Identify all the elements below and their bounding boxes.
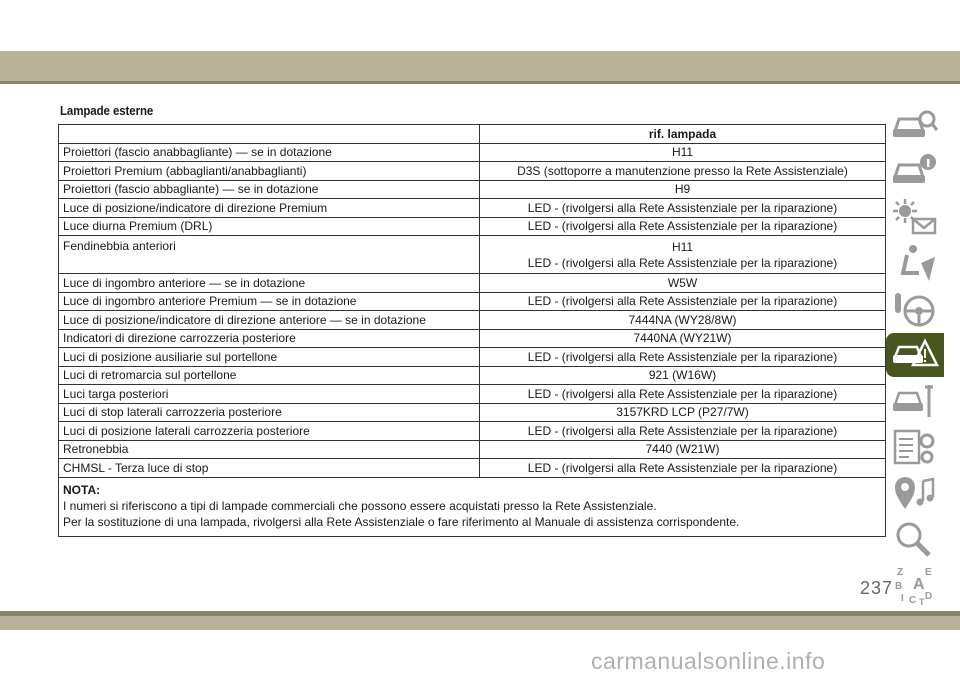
row-value: LED - (rivolgersi alla Rete Assistenziale per la riparazione) [480, 217, 886, 236]
row-label: Luce di posizione/indicatore di direzione Premium [59, 199, 480, 218]
alphabet-index-icon[interactable] [886, 563, 944, 607]
page-number: 237 [860, 578, 894, 598]
row-value: W5W [480, 274, 886, 293]
row-value: LED - (rivolgersi alla Rete Assistenziale per la riparazione) [480, 199, 886, 218]
table-row [59, 217, 886, 236]
row-label: Luce di ingombro anteriore — se in dotazione [59, 274, 480, 293]
svg-text:D: D [925, 591, 933, 602]
svg-text:Z: Z [897, 567, 904, 578]
table-row [59, 199, 886, 218]
car-search-icon[interactable] [886, 103, 944, 147]
row-label: Luce di ingombro anteriore Premium — se in dotazione [59, 292, 480, 311]
table-row [59, 403, 886, 422]
row-label: Indicatori di direzione carrozzeria posteriore [59, 329, 480, 348]
row-label: Luce di posizione/indicatore di direzione anteriore — se in dotazione [59, 311, 480, 330]
svg-text:A: A [913, 576, 925, 593]
row-value: H11 [480, 143, 886, 162]
row-label: Fendinebbia anteriori [59, 236, 480, 274]
row-label: Luci di posizione ausiliarie sul portellone [59, 348, 480, 367]
car-service-icon[interactable] [886, 379, 944, 423]
row-value: LED - (rivolgersi alla Rete Assistenziale per la riparazione) [480, 422, 886, 441]
table-row [59, 143, 886, 162]
svg-text:I: I [901, 593, 904, 604]
row-label: Proiettori Premium (abbaglianti/anabbaglianti) [59, 162, 480, 181]
table-row [59, 180, 886, 199]
watermark: carmanualsonline.info [591, 648, 826, 674]
header-rule [0, 81, 960, 84]
header-band [0, 51, 960, 81]
row-value: 7440 (W21W) [480, 440, 886, 459]
nota-title: NOTA: [63, 482, 101, 497]
navigation-music-icon[interactable] [886, 471, 944, 515]
nota-line-1: I numeri si riferiscono a tipi di lampade commerciali che possono essere acquistati presso la Rete Assistenziale. [63, 498, 657, 513]
table-header-empty [59, 125, 480, 144]
svg-text:T: T [919, 597, 925, 607]
table-row [59, 329, 886, 348]
bulb-table [58, 124, 886, 537]
row-value: 7444NA (WY28/8W) [480, 311, 886, 330]
steering-wheel-icon[interactable] [886, 287, 944, 331]
car-info-icon[interactable] [886, 149, 944, 193]
table-row [59, 311, 886, 330]
row-label: Luci di posizione laterali carrozzeria posteriore [59, 422, 480, 441]
row-value: 7440NA (WY21W) [480, 329, 886, 348]
svg-text:E: E [925, 567, 932, 578]
row-value: D3S (sottoporre a manutenzione presso la Rete Assistenziale) [480, 162, 886, 181]
row-value-line-2: LED - (rivolgersi alla Rete Assistenziale per la riparazione) [527, 255, 838, 270]
table-row [59, 348, 886, 367]
row-value [480, 236, 886, 274]
seat-airbag-icon[interactable] [886, 241, 944, 285]
row-label: CHMSL - Terza luce di stop [59, 459, 480, 478]
row-value-line-1: H11 [671, 239, 694, 254]
row-value: H9 [480, 180, 886, 199]
row-value: LED - (rivolgersi alla Rete Assistenziale per la riparazione) [480, 385, 886, 404]
svg-text:B: B [895, 581, 903, 592]
table-row [59, 422, 886, 441]
search-icon[interactable] [886, 517, 944, 561]
row-value: LED - (rivolgersi alla Rete Assistenziale per la riparazione) [480, 459, 886, 478]
list-settings-icon[interactable] [886, 425, 944, 469]
car-hazard-icon[interactable] [886, 333, 944, 377]
row-label: Luce diurna Premium (DRL) [59, 217, 480, 236]
row-label: Proiettori (fascio abbagliante) — se in dotazione [59, 180, 480, 199]
row-label: Proiettori (fascio anabbagliante) — se in dotazione [59, 143, 480, 162]
row-value: 921 (W16W) [480, 366, 886, 385]
nota-line-2: Per la sostituzione di una lampada, rivolgersi alla Rete Assistenziale o fare riferimento al Manuale di assistenza corrispondente. [63, 514, 740, 529]
row-label: Luci targa posteriori [59, 385, 480, 404]
table-row [59, 366, 886, 385]
table-header-row [59, 125, 886, 144]
nota-box [59, 477, 886, 536]
row-label: Retronebbia [59, 440, 480, 459]
warning-lights-mail-icon[interactable] [886, 195, 944, 239]
nota-row [59, 477, 886, 536]
table-row [59, 292, 886, 311]
row-label: Luci di retromarcia sul portellone [59, 366, 480, 385]
footer-band [0, 616, 960, 630]
row-value: LED - (rivolgersi alla Rete Assistenziale per la riparazione) [480, 292, 886, 311]
table-row [59, 236, 886, 274]
table-row [59, 162, 886, 181]
row-label: Luci di stop laterali carrozzeria posteriore [59, 403, 480, 422]
row-value: LED - (rivolgersi alla Rete Assistenziale per la riparazione) [480, 348, 886, 367]
table-header-bulb-ref: rif. lampada [480, 125, 886, 144]
svg-text:C: C [909, 595, 917, 606]
row-value: 3157KRD LCP (P27/7W) [480, 403, 886, 422]
table-row [59, 274, 886, 293]
table-row [59, 385, 886, 404]
table-row [59, 459, 886, 478]
section-title: Lampade esterne [60, 104, 154, 118]
table-row [59, 440, 886, 459]
